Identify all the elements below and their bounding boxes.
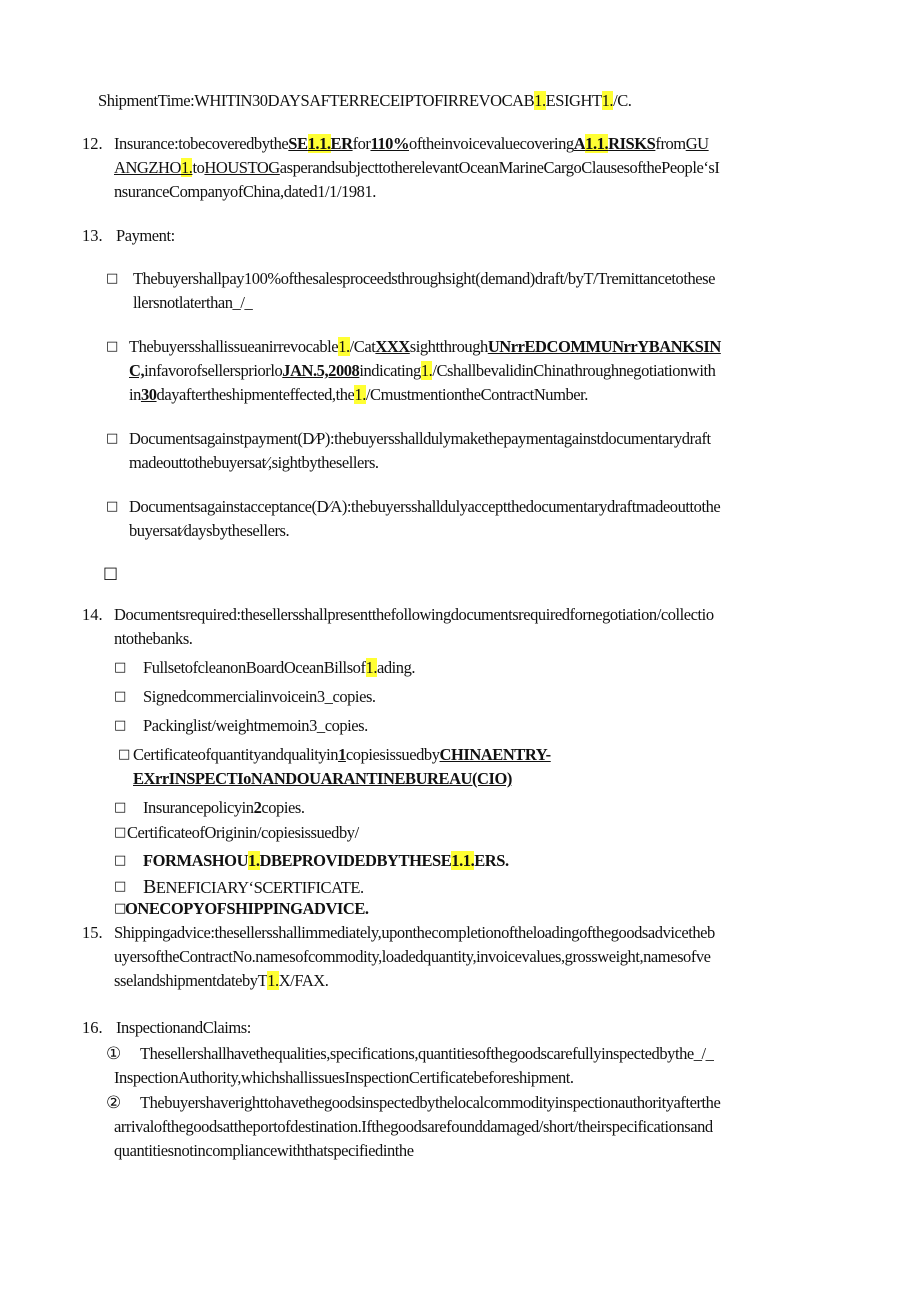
shipping-text: X/FAX.: [278, 971, 329, 990]
documents-required-line-1: Documentsrequired:thesellersshallpresentthefollowingdocumentsrequiredfornegotiation/collectio: [114, 605, 714, 624]
payment-option-dp-line-2: madeouttothebuyersat⁄,sightbythesellers.: [129, 453, 379, 472]
highlight-mark: 1.: [420, 361, 433, 380]
document-text: copiesissuedby: [345, 745, 440, 764]
insurance-text: asperandsubjecttotherelevantOceanMarineCargoClausesofthePeople‘sI: [279, 158, 720, 177]
document-insurance-policy: [143, 797, 305, 819]
document-packing-list: Packinglist/weightmemoin3_copies.: [143, 716, 368, 735]
payment-bank: UNrrEDCOMMUNrrYBANKSIN: [487, 337, 721, 356]
payment-text: Thebuyersshallissueanirrevocable: [129, 337, 339, 356]
shipment-time-text: ESIGHT: [545, 91, 602, 110]
checkbox-icon[interactable]: □: [106, 431, 119, 446]
payment-text: /CshallbevalidinChinathroughnegotiationwith: [432, 361, 716, 380]
shipment-time-line: [98, 90, 631, 112]
checkbox-icon[interactable]: □: [114, 879, 127, 894]
inspection-para-2-line-1: Thebuyershaverighttohavethegoodsinspectedbythelocalcommodityinspectionauthorityafterthe: [140, 1093, 721, 1112]
payment-text: sightthrough: [409, 337, 488, 356]
checkbox-icon[interactable]: □: [106, 271, 119, 286]
document-text: ENEFICIARY‘SCERTIFICATE.: [155, 878, 364, 897]
document-copies: 2: [253, 798, 262, 817]
section-15-number: 15.: [82, 923, 103, 942]
highlight-mark: 1.: [354, 385, 366, 404]
payment-text: dayaftertheshipmenteffected,the: [156, 385, 355, 404]
inspection-para-1-line-2: InspectionAuthority,whichshallissuesInspectionCertificatebeforeshipment.: [114, 1068, 574, 1087]
insurance-port: HOUSTOG: [204, 158, 280, 177]
document-certificate-quality-line-2: EXrrINSPECTIoNANDOUARANTINEBUREAU(CIO): [133, 769, 512, 788]
document-text: Certificateofquantityandqualityin: [133, 745, 339, 764]
insurance-seller: SE: [288, 134, 308, 153]
inspection-para-2-line-3: quantitiesnotincompliancewiththatspecifiedinthe: [114, 1141, 414, 1160]
insurance-line-1: [114, 133, 709, 155]
checkbox-icon[interactable]: □: [118, 747, 131, 762]
highlight-mark: 1.: [365, 658, 377, 677]
payment-text: indicating: [359, 361, 421, 380]
documents-required-line-2: ntothebanks.: [114, 629, 193, 648]
payment-option-lc-line-3: [129, 384, 588, 406]
highlight-mark: 1.: [267, 971, 279, 990]
checkbox-icon[interactable]: □: [106, 339, 119, 354]
shipping-advice-line-3: [114, 970, 328, 992]
payment-option-lc-line-1: [129, 336, 721, 358]
checkbox-icon[interactable]: □: [114, 825, 127, 840]
checkbox-icon[interactable]: □: [114, 718, 127, 733]
checkbox-icon[interactable]: □: [106, 499, 119, 514]
checkbox-icon[interactable]: □: [114, 901, 127, 916]
circled-two-icon: ②: [106, 1093, 122, 1113]
inspection-para-1-line-1: Thesellershallhavethequalities,specifications,quantitiesofthegoodscarefullyinspectedbythe_/_: [140, 1044, 714, 1063]
shipping-advice-line-1: Shippingadvice:thesellersshallimmediately,uponthecompletionoftheloadingofthegoodsadvicetheb: [114, 923, 715, 942]
payment-option-dp-line-1: Documentsagainstpayment(D⁄P):thebuyersshalldulymakethepaymentagainstdocumentarydraft: [129, 429, 711, 448]
document-text: copies.: [261, 798, 305, 817]
insurance-line-3: nsuranceCompanyofChina,dated1/1/1981.: [114, 182, 376, 201]
checkbox-icon[interactable]: □: [114, 689, 127, 704]
shipment-time-text: /C.: [613, 91, 632, 110]
document-text: DBEPROVIDEDBYTHESE: [259, 851, 452, 870]
highlight-mark: 1.1.: [451, 851, 475, 870]
inspection-para-2-line-2: arrivalofthegoodsattheportofdestination.Ifthegoodsarefounddamaged/short/theirspecificationsand: [114, 1117, 713, 1136]
shipping-text: sselandshipmentdatebyT: [114, 971, 268, 990]
document-issuer: CHINAENTRY-: [439, 745, 551, 764]
insurance-text: from: [655, 134, 686, 153]
document-copies: 1: [338, 745, 346, 764]
document-certificate-origin: CertificateofOriginin/copiesissuedby/: [127, 823, 359, 842]
insurance-risks: A: [573, 134, 586, 153]
payment-bank: C,: [129, 361, 145, 380]
payment-text: /CmustmentiontheContractNumber.: [365, 385, 588, 404]
document-text: ading.: [377, 658, 416, 677]
section-12-number: 12.: [82, 134, 103, 153]
insurance-text: Insurance:tobecoveredbythe: [114, 134, 289, 153]
document-text: B: [143, 876, 156, 898]
section-14-number: 14.: [82, 605, 103, 624]
document-bill-of-lading: [143, 657, 415, 679]
shipment-time-text: ShipmentTime:WHITIN30DAYSAFTERRECEIPTOFIRREVOCAB: [98, 91, 535, 110]
highlight-mark: 1.1.: [585, 134, 609, 153]
payment-text: /Cat: [349, 337, 376, 356]
document-text: Insurancepolicyin: [143, 798, 254, 817]
document-beneficiary-certificate: [143, 876, 364, 899]
payment-option-tt-line-2: llersnotlaterthan_/_: [133, 293, 253, 312]
document-form-a: [143, 850, 509, 872]
payment-option-tt-line-1: Thebuyershallpay100%ofthesalesproceedsthroughsight(demand)draft/byT/Tremittancetothese: [133, 269, 716, 288]
insurance-text: for: [352, 134, 371, 153]
section-13-number: 13.: [82, 226, 103, 245]
circled-one-icon: ①: [106, 1044, 122, 1064]
insurance-text: to: [192, 158, 205, 177]
payment-title: Payment:: [116, 226, 175, 245]
highlight-mark: 1.: [248, 851, 260, 870]
payment-days: XXX: [375, 337, 410, 356]
document-shipping-advice-copy: ONECOPYOFSHIPPINGADVICE.: [125, 899, 369, 918]
highlight-mark: 1.: [534, 91, 546, 110]
checkbox-icon[interactable]: □: [114, 660, 127, 675]
payment-days: 30: [140, 385, 157, 404]
highlight-mark: 1.: [601, 91, 614, 110]
document-commercial-invoice: Signedcommercialinvoicein3_copies.: [143, 687, 376, 706]
document-text: ERS.: [474, 851, 509, 870]
payment-option-lc-line-2: [129, 360, 715, 382]
payment-date: JAN.5,2008: [282, 361, 360, 380]
payment-text: in: [129, 385, 141, 404]
highlight-mark: 1.: [180, 158, 193, 177]
insurance-text: oftheinvoicevaluecovering: [409, 134, 574, 153]
payment-text: infavorofsellerspriorlo: [144, 361, 283, 380]
checkbox-icon[interactable]: □: [114, 853, 127, 868]
document-certificate-quality-line-1: [133, 744, 551, 766]
insurance-risks: RISKS: [608, 134, 656, 153]
section-16-number: 16.: [82, 1018, 103, 1037]
checkbox-icon[interactable]: □: [103, 563, 119, 582]
insurance-port: ANGZHO: [114, 158, 181, 177]
insurance-percent: 110%: [370, 134, 410, 153]
document-text: FullsetofcleanonBoardOceanBillsof: [143, 658, 366, 677]
insurance-port: GU: [685, 134, 709, 153]
document-text: FORMASHOU: [143, 851, 249, 870]
payment-option-da-line-2: buyersat⁄daysbythesellers.: [129, 521, 290, 540]
payment-option-da-line-1: Documentsagainstacceptance(D⁄A):thebuyersshalldulyacceptthedocumentarydraftmadeouttothe: [129, 497, 721, 516]
checkbox-icon[interactable]: □: [114, 800, 127, 815]
insurance-seller: ER: [330, 134, 353, 153]
highlight-mark: 1.1.: [307, 134, 331, 153]
highlight-mark: 1.: [338, 337, 350, 356]
shipping-advice-line-2: uyersoftheContractNo.namesofcommodity,loadedquantity,invoicevalues,grossweight,namesofve: [114, 947, 711, 966]
insurance-line-2: [114, 157, 719, 179]
inspection-title: InspectionandClaims:: [116, 1018, 251, 1037]
